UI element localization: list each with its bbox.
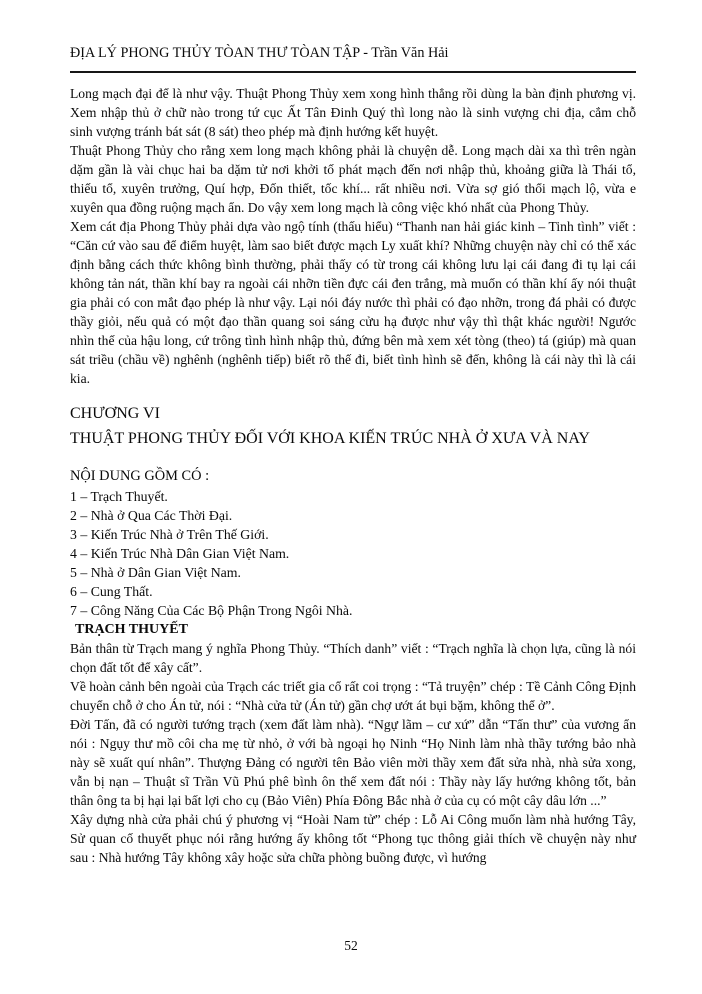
contents-item: 5 – Nhà ở Dân Gian Việt Nam. (70, 565, 241, 580)
chapter-number: CHƯƠNG VI (70, 405, 160, 422)
paragraph: Bản thân từ Trạch mang ý nghĩa Phong Thủy. “Thích danh” viết : “Trạch nghĩa là chọn lựa, cũng là nói chọn đất tốt để xây cất”. (70, 641, 636, 675)
contents-item: 3 – Kiến Trúc Nhà ở Trên Thế Giới. (70, 527, 269, 542)
chapter-title: THUẬT PHONG THỦY ĐỐI VỚI KHOA KIẾN TRÚC NHÀ Ở XƯA VÀ NAY (70, 430, 590, 447)
paragraph: Xem cát địa Phong Thủy phải dựa vào ngộ tính (thấu hiểu) “Thanh nan hải giác kinh – Tinh tình” viết : “Căn cứ vào sau để điểm huyệt, làm sao biết được mạch Ly xuất khí? Những chuyện này chỉ có thể xác định bằng cách thức không bình thường, phải thấy có từ trong cái không lưu lại cái đang đi tụ lại cái không tản nát, thần khí bay ra ngoài cái nhỡn tiền đực cái đen trắng, mà muốn có thần khí ấy nói thuật gia phải có con mắt đạo phép là như vậy. Lại nói đáy nước thì phải có đạo nhỡn, trong đá phải có được thầy giỏi, nếu quả có một đạo thần quang soi sáng cửu hạ được như vậy thì thật khác người! Ngước nhìn thế của hậu long, cứ trông tình hình nhập thủ, đứng bên mà xem xét tòng (theo) tá (giúp) mà quan sát triều (chầu về) nghênh (nghênh tiếp) biết rõ thế đi, biết tình hình sẽ đến, không là cái này thì là cái kia. (70, 219, 636, 386)
contents-item: 1 – Trạch Thuyết. (70, 489, 168, 504)
contents-item: 6 – Cung Thất. (70, 584, 153, 599)
contents-heading: NỘI DUNG GỒM CÓ : (70, 468, 210, 484)
body-text-block (70, 84, 636, 388)
contents-item: 7 – Công Năng Của Các Bộ Phận Trong Ngôi Nhà. (70, 603, 353, 618)
page-header-title: ĐỊA LÝ PHONG THỦY TÒAN THƯ TÒAN TẬP - Trần Văn Hải (70, 45, 449, 61)
contents-item: 2 – Nhà ở Qua Các Thời Đại. (70, 508, 233, 523)
paragraph: Thuật Phong Thủy cho rằng xem long mạch không phải là chuyện dễ. Long mạch dài xa thì trên ngàn dặm gần là vài chục hai ba dặm tử nơi khởi tố phát mạch đến nơi nhập thủ, khoảng giữa là Thái tổ, thiếu tổ, xuyên trưởng, Quí hợp, Đốn thiết, tốc khí... rất nhiều nơi. Vừa sợ gió thổi mạch lộ, vừa e xuyên qua đồng ruộng mạch ẩn. Do vậy xem long mạch là công việc khó nhất của Phong Thủy. (70, 143, 636, 215)
paragraph: Về hoàn cảnh bên ngoài của Trạch các triết gia cổ rất coi trọng : “Tả truyện” chép : Tề Cảnh Công Định chuyển chỗ ở cho Án tử, nói : “Nhà cửa tử (Án tử) gần chợ ướt át bụi bặm, không thể ở”. (70, 679, 636, 713)
contents-list-block (70, 466, 636, 620)
section-title: TRẠCH THUYẾT (75, 622, 188, 637)
page-number: 52 (344, 938, 358, 953)
contents-item: 4 – Kiến Trúc Nhà Dân Gian Việt Nam. (70, 546, 290, 561)
section-block (70, 620, 636, 867)
paragraph: Đời Tấn, đã có người tướng trạch (xem đất làm nhà). “Ngự lãm – cư xứ” dẫn “Tấn thư” của vương ẩn nói : Ngụy thư mồ côi cha mẹ từ nhỏ, ở với bà ngoại họ Ninh “Họ Ninh làm nhà thầy tướng bảo nhà này sẽ xuất quí nhân”. Thượng Đảng có người tên Bảo viên mời thầy xem đất sửa nhà, nhà sửa xong, vẫn bị nạn – Thuật sĩ Trần Vũ Phú phê bình ôn thế xem đất nói : Thầy này lấy hướng không tốt, bản thân ông ta bị hại lại bất lợi cho cụ (Bảo Viên) Phía Đông Bắc nhà ở của cụ có một cây dâu lớn ...” (70, 717, 636, 808)
paragraph: Long mạch đại để là như vậy. Thuật Phong Thủy xem xong hình thẳng rồi dùng la bàn định phương vị. Xem nhập thủ ở chữ nào trong tứ cục Ất Tân Đinh Quý thì long nào là sinh vượng chi địa, cắm chỗ sinh vượng tránh bát sát (8 sát) theo phép mà định hướng kết huyệt. (70, 86, 636, 139)
paragraph: Xây dựng nhà cửa phải chú ý phương vị “Hoài Nam tử” chép : Lỗ Ai Công muốn làm nhà hướng Tây, Sử quan cố thuyết phục nói rằng hướng ấy không tốt “Phong tục thông giải thích về chuyện này như sau : Nhà hướng Tây không xây hoặc sửa chữa phòng buồng được, vì hướng (70, 812, 636, 865)
chapter-heading-block (70, 401, 636, 451)
header-divider (70, 71, 636, 73)
